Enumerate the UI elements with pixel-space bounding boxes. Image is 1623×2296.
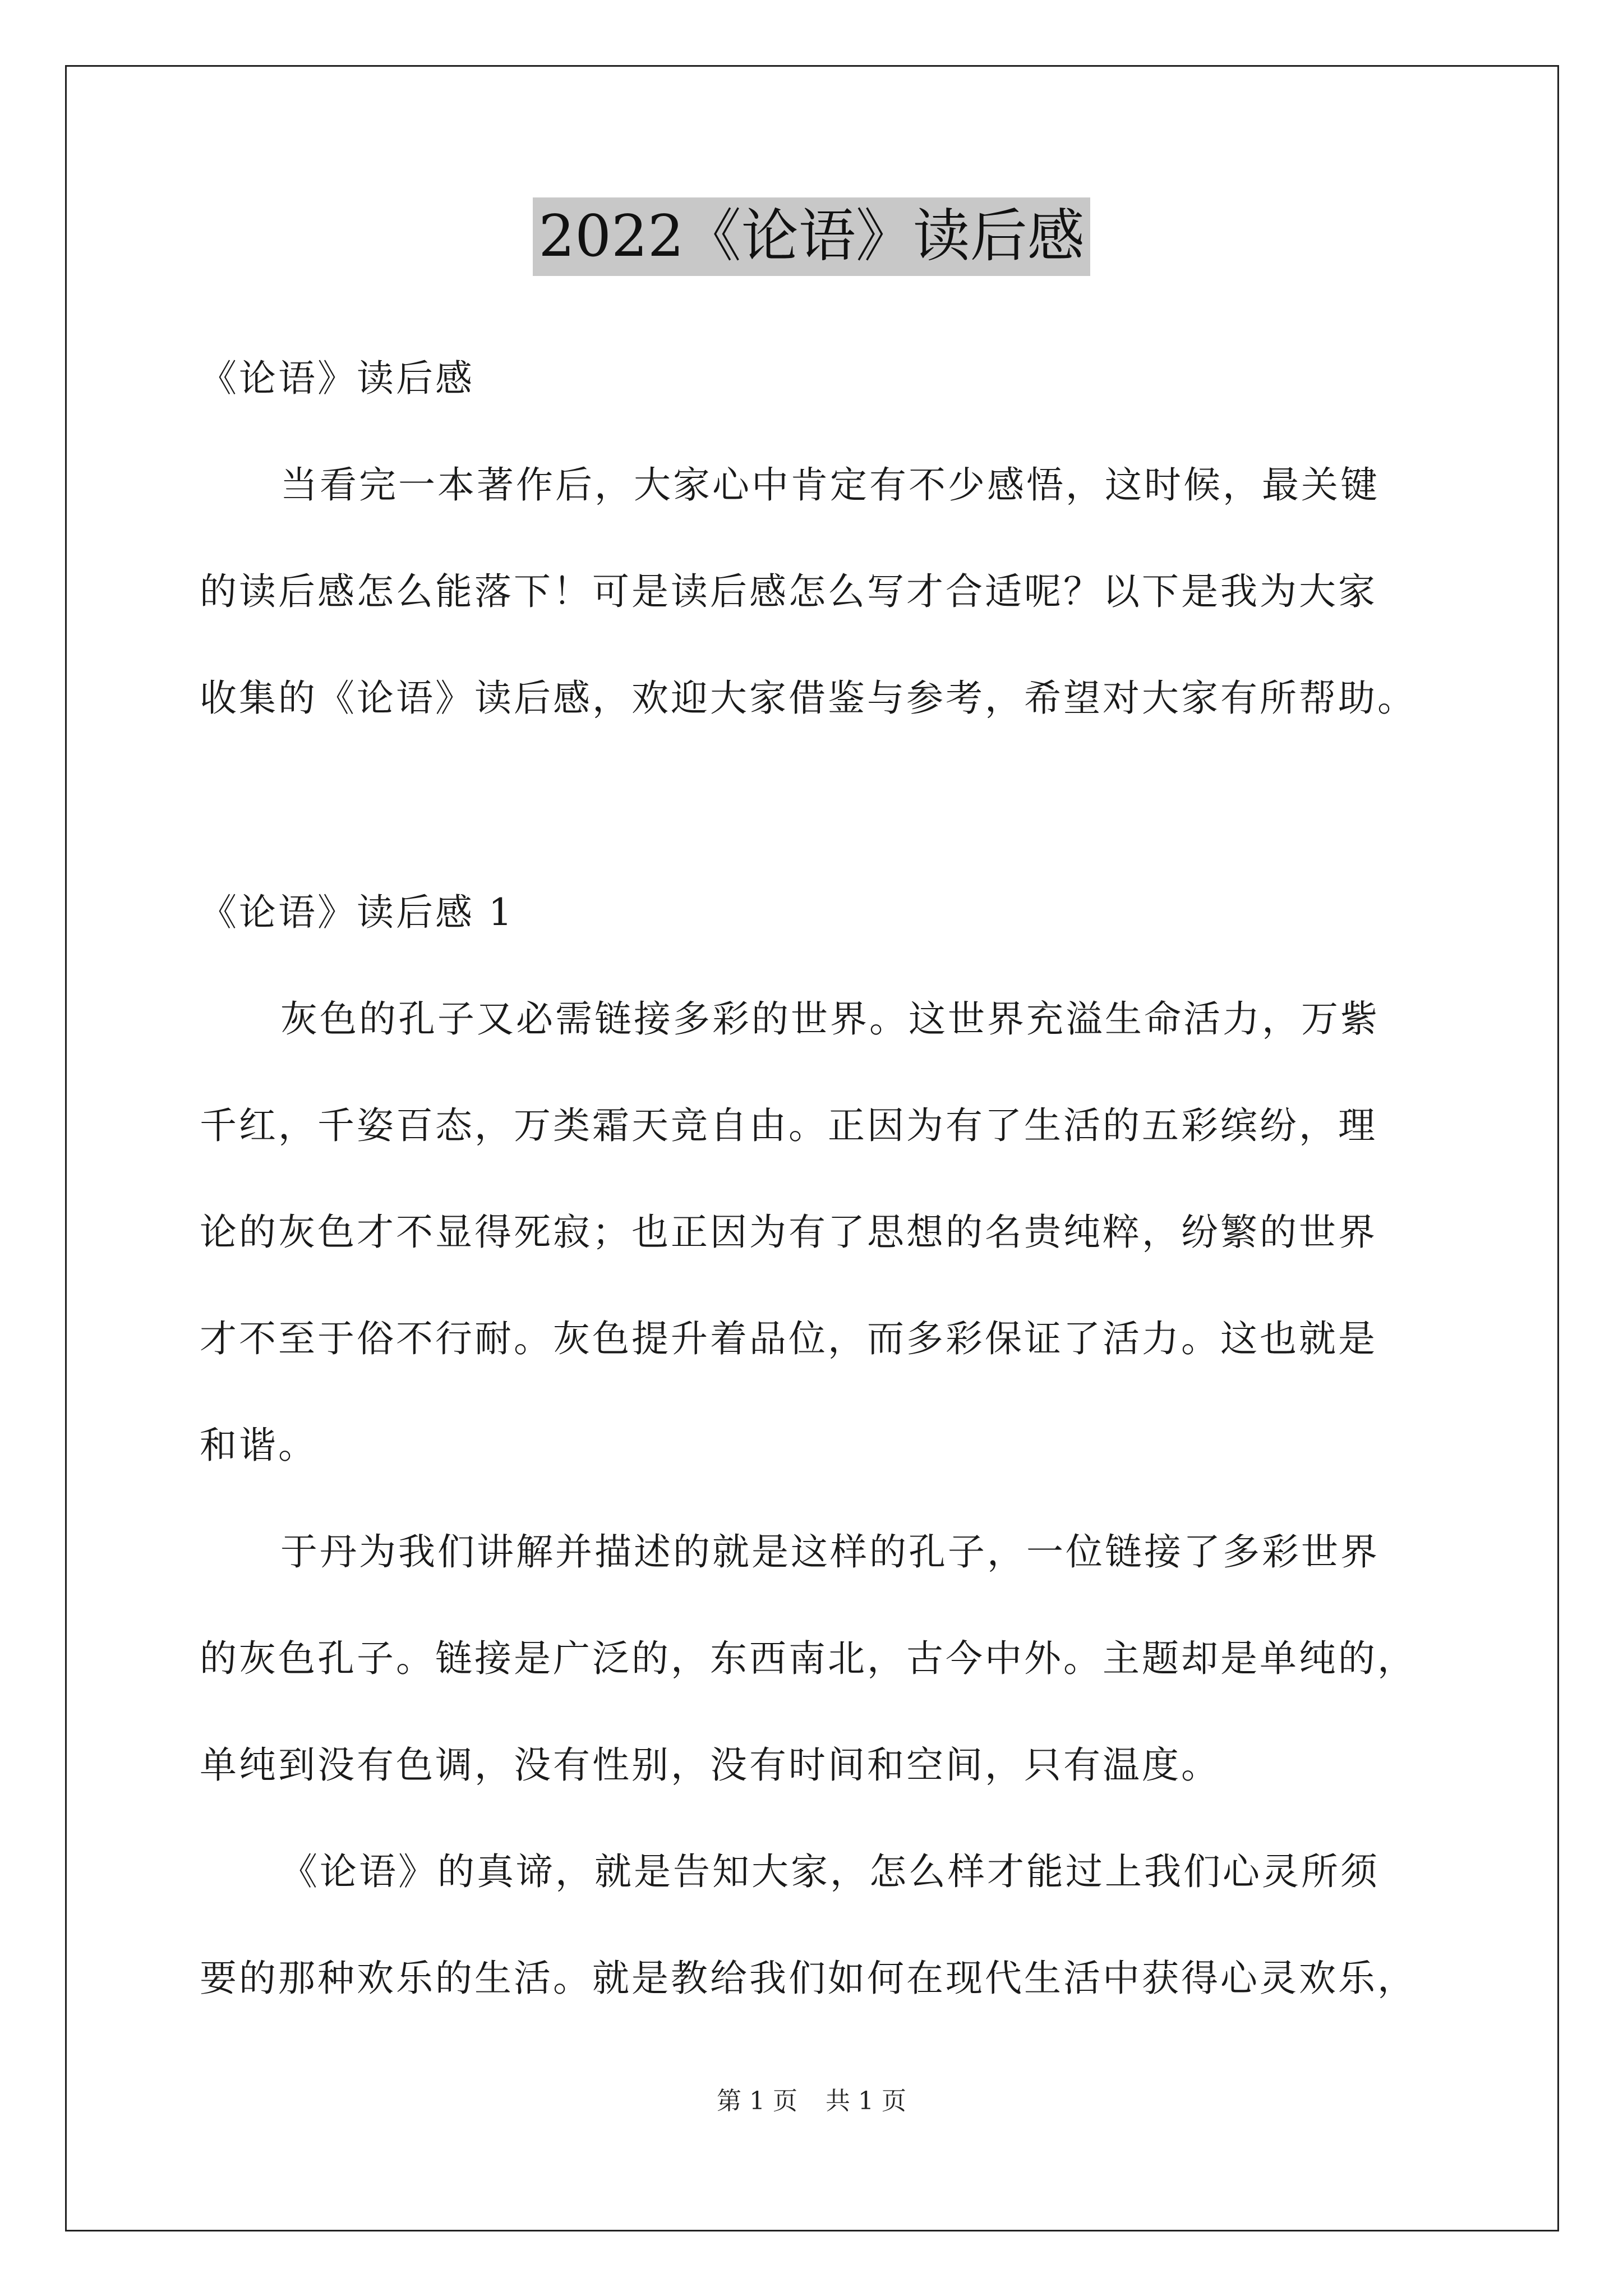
paragraph-line: 《论语》的真谛，就是告知大家，怎么样才能过上我们心灵所须 bbox=[280, 1850, 1380, 1893]
paragraph-line: 论的灰色才不显得死寂；也正因为有了思想的名贵纯粹，纷繁的世界 bbox=[200, 1211, 1377, 1254]
paragraph-line: 要的那种欢乐的生活。就是教给我们如何在现代生活中获得心灵欢乐， bbox=[200, 1957, 1417, 2000]
paragraph-line: 才不至于俗不行耐。灰色提升着品位，而多彩保证了活力。这也就是 bbox=[200, 1317, 1377, 1360]
intro-line: 的读后感怎么能落下！可是读后感怎么写才合适呢？以下是我为大家 bbox=[200, 570, 1377, 613]
intro-line: 收集的《论语》读后感，欢迎大家借鉴与参考，希望对大家有所帮助。 bbox=[200, 677, 1417, 720]
page-number: 第 1 页 bbox=[717, 2087, 797, 2115]
section-heading: 《论语》读后感 1 bbox=[200, 891, 514, 934]
page-total: 共 1 页 bbox=[826, 2087, 906, 2115]
intro-line: 当看完一本著作后，大家心中肯定有不少感悟，这时候，最关键 bbox=[280, 463, 1380, 507]
document-title: 2022《论语》读后感 bbox=[533, 197, 1090, 276]
paragraph-line: 千红，千姿百态，万类霜天竞自由。正因为有了生活的五彩缤纷，理 bbox=[200, 1104, 1377, 1147]
paragraph-line: 单纯到没有色调，没有性别，没有时间和空间，只有温度。 bbox=[200, 1743, 1220, 1787]
paragraph-line: 于丹为我们讲解并描述的就是这样的孔子，一位链接了多彩世界 bbox=[280, 1530, 1380, 1573]
intro-heading: 《论语》读后感 bbox=[200, 357, 474, 400]
title-container bbox=[0, 197, 1623, 276]
paragraph-line: 的灰色孔子。链接是广泛的，东西南北，古今中外。主题却是单纯的， bbox=[200, 1637, 1417, 1680]
page-footer bbox=[0, 2085, 1623, 2118]
paragraph-line: 灰色的孔子又必需链接多彩的世界。这世界充溢生命活力，万紫 bbox=[280, 997, 1380, 1041]
paragraph-line: 和谐。 bbox=[200, 1424, 317, 1467]
